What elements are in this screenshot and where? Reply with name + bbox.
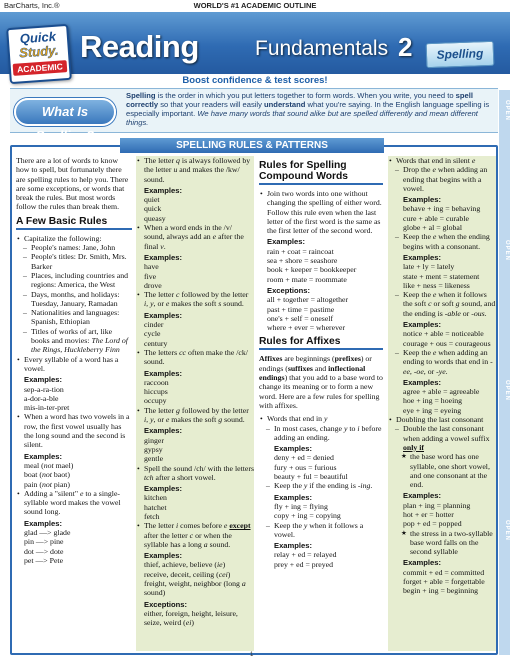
example-line: state + ment = statement: [403, 271, 480, 281]
section-heading: Rules for Affixes: [259, 336, 383, 350]
sub-item: – Keep the y if the ending is -ing.: [259, 481, 383, 490]
bullet-item: • The letter g followed by the letter i, y, or e makes the soft g sound.: [136, 406, 254, 425]
sub-item: – Drop the e when adding an ending that begins with a vowel.: [388, 165, 496, 193]
example-line: beauty + ful = beautiful: [274, 472, 348, 482]
example-line: kitchen: [144, 493, 167, 503]
publisher-name: BarCharts, Inc.®: [4, 1, 60, 10]
rules-frame: [10, 145, 498, 655]
star-item: ★ the base word has one syllable, one short vowel, and one consonant at the end.: [388, 452, 496, 489]
example-line: rain + coat = raincoat: [267, 246, 334, 256]
column-4: [388, 156, 496, 651]
bullet-item: • Words that end in y: [259, 414, 383, 423]
bullet-item: • When a word has two vowels in a row, the first vowel usually has the long sound and the second is silent.: [16, 412, 132, 449]
example-line: mis-in-ter-pret: [24, 403, 70, 413]
side-tab-label: OPEN: [504, 520, 510, 542]
example-line: meal (not mael): [24, 460, 74, 470]
example-line: courage + ous = courageous: [403, 338, 491, 348]
sub-item: – People's names: Jane, John: [16, 243, 132, 252]
example-line: commit + ed = committed: [403, 567, 485, 577]
intro-badge: What Is Spelling?: [14, 98, 116, 126]
examples-label: Examples:: [144, 426, 182, 436]
section-heading: A Few Basic Rules: [16, 216, 132, 230]
example-line: all + together = altogether: [267, 295, 349, 305]
example-line: behave + ing = behaving: [403, 204, 481, 214]
examples-label: Examples:: [24, 375, 62, 385]
example-line: past + time = pastime: [267, 304, 335, 314]
sub-item: – Titles of works of art, like books and movies: The Lord of the Rings, Huckleberry Finn: [16, 327, 132, 355]
example-line: agree + able = agreeable: [403, 387, 480, 397]
example-line: prey + ed = preyed: [274, 559, 334, 569]
example-line: fly + ing = flying: [274, 501, 328, 511]
example-line: receive, deceit, ceiling (cei): [144, 569, 231, 579]
example-line: pin —> pine: [24, 537, 64, 547]
intro-box: [10, 88, 498, 143]
sub-item: – Keep the e when adding an ending to words that end in -ee, -oe, or -ye.: [388, 348, 496, 376]
example-line: quick: [144, 204, 162, 214]
column-1: [16, 156, 132, 651]
title-banner: [0, 12, 510, 74]
bullet-item: • Join two words into one without changing the spelling of either word. Follow this rule even when the last letter of the first word is the same as the first letter of the second word.: [259, 189, 383, 235]
sub-item: – Places, including countries and regions: America, the West: [16, 271, 132, 290]
examples-label: Examples:: [403, 195, 441, 205]
bullet-item: • Capitalize the following:: [16, 234, 132, 243]
page-title: Reading: [80, 29, 199, 64]
topic-tag: Spelling: [426, 41, 495, 68]
example-line: quiet: [144, 195, 160, 205]
examples-label: Examples:: [144, 484, 182, 494]
example-line: hatchet: [144, 502, 167, 512]
example-line: hot + er = hotter: [403, 509, 454, 519]
examples-label: Examples:: [24, 451, 62, 461]
example-line: deny + ed = denied: [274, 453, 334, 463]
example-line: room + mate = roommate: [267, 274, 347, 284]
intro-text: Spelling is the order in which you put letters together to form words. When you write, you need to spell correctly so that your readers will easily understand what you're saying. In the English language spelling is especially important. We have many words that sound alike but are spelled differently and mean different things.: [126, 91, 490, 127]
bullet-item: • Words that end in silent e: [388, 156, 496, 165]
boost-slogan: Boost confidence & test scores!: [182, 75, 328, 86]
examples-label: Examples:: [144, 185, 182, 195]
example-line: raccoon: [144, 377, 169, 387]
examples-label: Examples:: [403, 320, 441, 330]
example-line: begin + ing = beginning: [403, 586, 479, 596]
example-line: sep-a-ra-tion: [24, 384, 64, 394]
tagline: WORLD'S #1 ACADEMIC OUTLINE: [193, 1, 317, 10]
example-line: where + ever = wherever: [267, 323, 346, 333]
example-line: like + ness = likeness: [403, 280, 470, 290]
example-line: gypsy: [144, 444, 163, 454]
example-line: book + keeper = bookkeeper: [267, 265, 357, 275]
example-line: forget + able = forgettable: [403, 577, 485, 587]
column-2: [136, 156, 254, 651]
example-line: have: [144, 262, 159, 272]
examples-label: Examples:: [144, 252, 182, 262]
example-line: plan + ing = planning: [403, 500, 471, 510]
logo-line-1: Quick: [19, 28, 57, 47]
side-tab-label: OPEN: [504, 380, 510, 402]
bullet-item: • Adding a "silent" e to a single-syllable word makes the vowel sound long.: [16, 489, 132, 517]
sub-item: – Double the last consonant when adding a vowel suffix only if: [388, 424, 496, 452]
bullet-item: • Spell the sound /ch/ with the letters tch after a short vowel.: [136, 464, 254, 483]
sub-item: – Keep the e when it follows the soft c or soft g sound, and the ending is -able or -ous.: [388, 290, 496, 318]
section-title: SPELLING RULES & PATTERNS: [120, 138, 384, 153]
example-line: pet —> Pete: [24, 555, 64, 565]
example-line: eye + ing = eyeing: [403, 405, 462, 415]
example-line: drove: [144, 280, 162, 290]
example-line: five: [144, 271, 157, 281]
examples-label: Examples:: [274, 492, 312, 502]
example-line: fury + ous = furious: [274, 462, 337, 472]
example-line: globe + al = global: [403, 223, 463, 233]
paragraph: There are a lot of words to know how to spell, but fortunately there are spelling rules to help you. There are some exceptions, or words that break the rules. But most words follow the rules than break them.: [16, 156, 129, 212]
example-line: a-dor-a-ble: [24, 393, 59, 403]
examples-label: Examples:: [403, 252, 441, 262]
examples-label: Examples:: [403, 491, 441, 501]
bullet-item: • The letter c followed by the letter i, y, or e makes the soft s sound.: [136, 290, 254, 309]
example-line: one's + self = oneself: [267, 313, 334, 323]
example-line: queasy: [144, 213, 166, 223]
examples-label: Examples:: [144, 551, 182, 561]
paragraph: Affixes are beginnings (prefixes) or endings (suffixes and inflectional endings) that you add to a base word to change its meaning or to form a new word. Here are a few rules for spelling with affixes.: [259, 354, 383, 410]
bullet-item: • Doubling the last consonant: [388, 415, 496, 424]
example-line: hiccups: [144, 387, 168, 397]
examples-label: Examples:: [144, 310, 182, 320]
examples-label: Examples:: [267, 237, 305, 247]
examples-label: Exceptions:: [267, 285, 311, 295]
example-line: late + ly = lately: [403, 262, 455, 272]
examples-label: Examples:: [24, 518, 62, 528]
bullet-item: • Every syllable of a word has a vowel.: [16, 355, 132, 374]
top-strip: [0, 0, 510, 12]
example-line: ginger: [144, 435, 164, 445]
example-line: pain (not pian): [24, 479, 70, 489]
bullet-item: • The letter i comes before e except after the letter c or when the syllable has a long a sound.: [136, 521, 254, 549]
example-line: cycle: [144, 329, 161, 339]
sub-item: – People's titles: Dr. Smith, Mrs. Barker: [16, 252, 132, 271]
side-tab-label: OPEN: [504, 240, 510, 262]
example-line: cure + able = curable: [403, 213, 469, 223]
examples-label: Examples:: [403, 558, 441, 568]
example-line: century: [144, 338, 168, 348]
logo-line-3: ACADEMIC: [13, 60, 68, 76]
example-line: boat (not baot): [24, 470, 70, 480]
example-line: dot —> dote: [24, 546, 64, 556]
side-tab: [499, 90, 510, 655]
example-line: glad —> glade: [24, 527, 71, 537]
example-line: relay + ed = relayed: [274, 550, 337, 560]
sub-item: – In most cases, change y to i before adding an ending.: [259, 424, 383, 443]
sub-item: – Nationalities and languages: Spanish, Ethiopian: [16, 308, 132, 327]
column-3: [259, 156, 383, 651]
edition-number: 2: [398, 32, 413, 62]
sub-item: – Keep the y when it follows a vowel.: [259, 521, 383, 540]
section-heading: Rules for Spelling Compound Words: [259, 160, 383, 185]
example-line: notice + able = noticeable: [403, 329, 484, 339]
bullet-item: • When a word ends in the /v/ sound, always add an e after the final v.: [136, 223, 254, 251]
examples-label: Examples:: [274, 541, 312, 551]
examples-label: Exceptions:: [144, 599, 188, 609]
example-line: occupy: [144, 396, 167, 406]
example-line: sea + shore = seashore: [267, 256, 338, 266]
example-line: freight, weight, neighbor (long a sound): [144, 579, 246, 598]
page-subtitle: Fundamentals: [255, 37, 389, 60]
example-line: thief, achieve, believe (ie): [144, 560, 226, 570]
page-number: 1: [250, 652, 254, 658]
star-item: ★ the stress in a two-syllable base word falls on the second syllable: [388, 529, 496, 557]
example-line: either, foreign, height, leisure, seize, weird (ei): [144, 608, 238, 628]
examples-label: Examples:: [403, 377, 441, 387]
logo-line-2: Study.: [18, 42, 59, 61]
example-line: hoe + ing = hoeing: [403, 396, 463, 406]
examples-label: Examples:: [144, 368, 182, 378]
example-line: pop + ed = popped: [403, 519, 462, 529]
example-line: gentle: [144, 454, 164, 464]
example-line: cinder: [144, 320, 164, 330]
sub-item: – Days, months, and holidays: Tuesday, January, Ramadan: [16, 290, 132, 309]
example-line: fetch: [144, 511, 160, 521]
example-line: copy + ing = copying: [274, 511, 341, 521]
bullet-item: • The letter q is always followed by the letter u and makes the /kw/ sound.: [136, 156, 254, 184]
sub-item: – Keep the e when the ending begins with a consonant.: [388, 232, 496, 251]
examples-label: Examples:: [274, 444, 312, 454]
bullet-item: • The letters cc often make the /ck/ sound.: [136, 348, 254, 367]
side-tab-label: OPEN: [504, 100, 510, 122]
